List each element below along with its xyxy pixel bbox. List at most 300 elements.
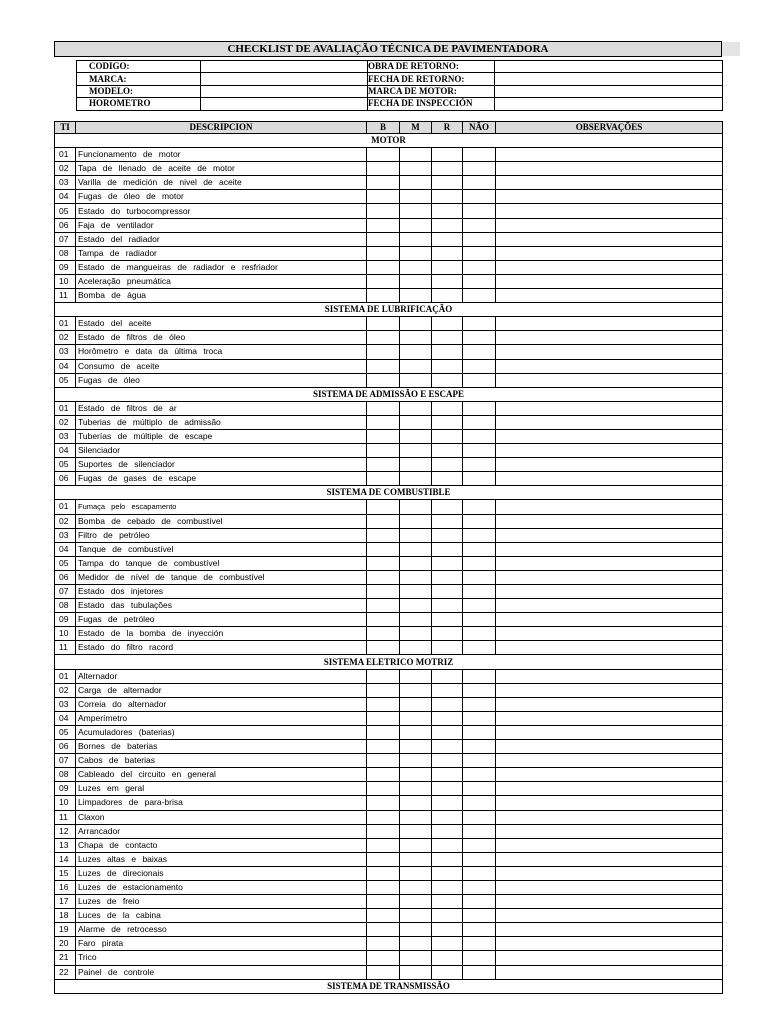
check-cell-nao[interactable]: [463, 852, 496, 866]
check-cell-m[interactable]: [400, 951, 432, 965]
check-cell-b[interactable]: [367, 190, 400, 204]
check-cell-m[interactable]: [400, 965, 432, 979]
check-cell-b[interactable]: [367, 331, 400, 345]
observations-cell[interactable]: [496, 782, 723, 796]
check-cell-m[interactable]: [400, 627, 432, 641]
observations-cell[interactable]: [496, 331, 723, 345]
check-cell-b[interactable]: [367, 415, 400, 429]
observations-cell[interactable]: [496, 669, 723, 683]
check-cell-b[interactable]: [367, 429, 400, 443]
observations-cell[interactable]: [496, 796, 723, 810]
header-left-value[interactable]: [201, 61, 368, 73]
check-cell-b[interactable]: [367, 232, 400, 246]
observations-cell[interactable]: [496, 740, 723, 754]
header-row: [77, 61, 723, 73]
observations-cell[interactable]: [496, 937, 723, 951]
check-cell-r[interactable]: [432, 528, 463, 542]
check-cell-nao[interactable]: [463, 697, 496, 711]
check-cell-nao[interactable]: [463, 669, 496, 683]
observations-cell[interactable]: [496, 711, 723, 725]
check-cell-b[interactable]: [367, 472, 400, 486]
header-left-value[interactable]: [201, 85, 368, 97]
check-cell-nao[interactable]: [463, 246, 496, 260]
observations-cell[interactable]: [496, 444, 723, 458]
check-cell-r[interactable]: [432, 923, 463, 937]
check-cell-m[interactable]: [400, 768, 432, 782]
check-cell-nao[interactable]: [463, 274, 496, 288]
check-cell-b[interactable]: [367, 824, 400, 838]
observations-cell[interactable]: [496, 218, 723, 232]
check-cell-b[interactable]: [367, 500, 400, 514]
check-cell-m[interactable]: [400, 415, 432, 429]
observations-cell[interactable]: [496, 909, 723, 923]
observations-cell[interactable]: [496, 415, 723, 429]
check-cell-nao[interactable]: [463, 190, 496, 204]
check-cell-r[interactable]: [432, 782, 463, 796]
check-cell-r[interactable]: [432, 711, 463, 725]
check-cell-r[interactable]: [432, 852, 463, 866]
item-description: Cabos de baterias: [76, 754, 367, 768]
check-cell-r[interactable]: [432, 429, 463, 443]
check-cell-r[interactable]: [432, 359, 463, 373]
check-cell-m[interactable]: [400, 895, 432, 909]
check-cell-r[interactable]: [432, 472, 463, 486]
check-cell-nao[interactable]: [463, 613, 496, 627]
check-cell-b[interactable]: [367, 218, 400, 232]
check-cell-r[interactable]: [432, 570, 463, 584]
check-cell-nao[interactable]: [463, 444, 496, 458]
check-cell-nao[interactable]: [463, 768, 496, 782]
header-left-value[interactable]: [201, 73, 368, 85]
header-left-value[interactable]: [201, 98, 368, 110]
check-cell-nao[interactable]: [463, 514, 496, 528]
check-cell-r[interactable]: [432, 260, 463, 274]
observations-cell[interactable]: [496, 895, 723, 909]
checklist-row: [55, 232, 723, 246]
check-cell-nao[interactable]: [463, 641, 496, 655]
check-cell-nao[interactable]: [463, 895, 496, 909]
check-cell-nao[interactable]: [463, 331, 496, 345]
check-cell-nao[interactable]: [463, 810, 496, 824]
check-cell-b[interactable]: [367, 711, 400, 725]
check-cell-b[interactable]: [367, 852, 400, 866]
check-cell-r[interactable]: [432, 176, 463, 190]
check-cell-nao[interactable]: [463, 429, 496, 443]
observations-cell[interactable]: [496, 838, 723, 852]
observations-cell[interactable]: [496, 162, 723, 176]
check-cell-b[interactable]: [367, 359, 400, 373]
check-cell-nao[interactable]: [463, 796, 496, 810]
check-cell-m[interactable]: [400, 838, 432, 852]
item-number: 07: [55, 232, 76, 246]
check-cell-m[interactable]: [400, 556, 432, 570]
header-right-value[interactable]: [495, 73, 723, 85]
observations-cell[interactable]: [496, 472, 723, 486]
check-cell-r[interactable]: [432, 725, 463, 739]
check-cell-b[interactable]: [367, 866, 400, 880]
item-number: 01: [55, 148, 76, 162]
check-cell-r[interactable]: [432, 556, 463, 570]
check-cell-nao[interactable]: [463, 937, 496, 951]
check-cell-r[interactable]: [432, 204, 463, 218]
check-cell-m[interactable]: [400, 246, 432, 260]
check-cell-r[interactable]: [432, 951, 463, 965]
check-cell-nao[interactable]: [463, 711, 496, 725]
check-cell-r[interactable]: [432, 500, 463, 514]
check-cell-m[interactable]: [400, 599, 432, 613]
check-cell-nao[interactable]: [463, 909, 496, 923]
check-cell-r[interactable]: [432, 880, 463, 894]
check-cell-b[interactable]: [367, 176, 400, 190]
check-cell-r[interactable]: [432, 331, 463, 345]
check-cell-nao[interactable]: [463, 965, 496, 979]
observations-cell[interactable]: [496, 570, 723, 584]
check-cell-b[interactable]: [367, 725, 400, 739]
observations-cell[interactable]: [496, 641, 723, 655]
observations-cell[interactable]: [496, 232, 723, 246]
check-cell-b[interactable]: [367, 923, 400, 937]
observations-cell[interactable]: [496, 373, 723, 387]
check-cell-nao[interactable]: [463, 556, 496, 570]
check-cell-r[interactable]: [432, 768, 463, 782]
check-cell-nao[interactable]: [463, 289, 496, 303]
check-cell-nao[interactable]: [463, 373, 496, 387]
item-number: 10: [55, 796, 76, 810]
item-number: 04: [55, 359, 76, 373]
check-cell-nao[interactable]: [463, 204, 496, 218]
check-cell-m[interactable]: [400, 204, 432, 218]
check-cell-b[interactable]: [367, 810, 400, 824]
check-cell-m[interactable]: [400, 317, 432, 331]
check-cell-r[interactable]: [432, 373, 463, 387]
observations-cell[interactable]: [496, 725, 723, 739]
check-cell-nao[interactable]: [463, 740, 496, 754]
check-cell-r[interactable]: [432, 866, 463, 880]
observations-cell[interactable]: [496, 345, 723, 359]
observations-cell[interactable]: [496, 627, 723, 641]
check-cell-b[interactable]: [367, 585, 400, 599]
check-cell-b[interactable]: [367, 444, 400, 458]
observations-cell[interactable]: [496, 697, 723, 711]
check-cell-nao[interactable]: [463, 401, 496, 415]
observations-cell[interactable]: [496, 528, 723, 542]
check-cell-m[interactable]: [400, 444, 432, 458]
check-cell-b[interactable]: [367, 458, 400, 472]
header-right-value[interactable]: [495, 85, 723, 97]
observations-cell[interactable]: [496, 246, 723, 260]
check-cell-nao[interactable]: [463, 500, 496, 514]
section-title: SISTEMA ELETRICO MOTRIZ: [55, 655, 723, 669]
check-cell-r[interactable]: [432, 585, 463, 599]
check-cell-m[interactable]: [400, 514, 432, 528]
observations-cell[interactable]: [496, 514, 723, 528]
check-cell-b[interactable]: [367, 260, 400, 274]
check-cell-m[interactable]: [400, 176, 432, 190]
check-cell-nao[interactable]: [463, 458, 496, 472]
observations-cell[interactable]: [496, 810, 723, 824]
check-cell-b[interactable]: [367, 401, 400, 415]
check-cell-b[interactable]: [367, 782, 400, 796]
check-cell-m[interactable]: [400, 345, 432, 359]
check-cell-m[interactable]: [400, 740, 432, 754]
check-cell-m[interactable]: [400, 923, 432, 937]
item-description: Estado do filtro racord: [76, 641, 367, 655]
check-cell-r[interactable]: [432, 937, 463, 951]
check-cell-r[interactable]: [432, 218, 463, 232]
check-cell-r[interactable]: [432, 895, 463, 909]
check-cell-m[interactable]: [400, 796, 432, 810]
check-cell-nao[interactable]: [463, 218, 496, 232]
check-cell-r[interactable]: [432, 542, 463, 556]
check-cell-r[interactable]: [432, 345, 463, 359]
observations-cell[interactable]: [496, 965, 723, 979]
check-cell-r[interactable]: [432, 232, 463, 246]
check-cell-nao[interactable]: [463, 725, 496, 739]
check-cell-nao[interactable]: [463, 162, 496, 176]
check-cell-b[interactable]: [367, 669, 400, 683]
check-cell-r[interactable]: [432, 965, 463, 979]
observations-cell[interactable]: [496, 852, 723, 866]
item-description: Correia do alternador: [76, 697, 367, 711]
check-cell-m[interactable]: [400, 585, 432, 599]
check-cell-nao[interactable]: [463, 866, 496, 880]
check-cell-b[interactable]: [367, 246, 400, 260]
check-cell-r[interactable]: [432, 401, 463, 415]
check-cell-nao[interactable]: [463, 782, 496, 796]
check-cell-b[interactable]: [367, 796, 400, 810]
item-description: Estado del aceite: [76, 317, 367, 331]
check-cell-r[interactable]: [432, 274, 463, 288]
check-cell-nao[interactable]: [463, 528, 496, 542]
check-cell-b[interactable]: [367, 613, 400, 627]
check-cell-r[interactable]: [432, 810, 463, 824]
observations-cell[interactable]: [496, 951, 723, 965]
check-cell-m[interactable]: [400, 725, 432, 739]
observations-cell[interactable]: [496, 260, 723, 274]
check-cell-nao[interactable]: [463, 838, 496, 852]
observations-cell[interactable]: [496, 683, 723, 697]
check-cell-m[interactable]: [400, 909, 432, 923]
check-cell-r[interactable]: [432, 669, 463, 683]
check-cell-m[interactable]: [400, 274, 432, 288]
check-cell-m[interactable]: [400, 824, 432, 838]
check-cell-m[interactable]: [400, 697, 432, 711]
check-cell-r[interactable]: [432, 599, 463, 613]
check-cell-m[interactable]: [400, 613, 432, 627]
observations-cell[interactable]: [496, 176, 723, 190]
item-number: 22: [55, 965, 76, 979]
observations-cell[interactable]: [496, 923, 723, 937]
check-cell-nao[interactable]: [463, 627, 496, 641]
item-description: Estado del radiador: [76, 232, 367, 246]
check-cell-m[interactable]: [400, 711, 432, 725]
check-cell-nao[interactable]: [463, 176, 496, 190]
check-cell-r[interactable]: [432, 190, 463, 204]
check-cell-m[interactable]: [400, 429, 432, 443]
check-cell-r[interactable]: [432, 148, 463, 162]
check-cell-nao[interactable]: [463, 260, 496, 274]
check-cell-b[interactable]: [367, 542, 400, 556]
check-cell-nao[interactable]: [463, 683, 496, 697]
check-cell-r[interactable]: [432, 627, 463, 641]
observations-cell[interactable]: [496, 542, 723, 556]
check-cell-b[interactable]: [367, 556, 400, 570]
check-cell-b[interactable]: [367, 965, 400, 979]
check-cell-m[interactable]: [400, 401, 432, 415]
col-nao-header: NÃO: [463, 122, 496, 134]
header-right-value[interactable]: [495, 98, 723, 110]
check-cell-r[interactable]: [432, 162, 463, 176]
check-cell-r[interactable]: [432, 415, 463, 429]
check-cell-m[interactable]: [400, 289, 432, 303]
check-cell-b[interactable]: [367, 754, 400, 768]
check-cell-b[interactable]: [367, 909, 400, 923]
check-cell-m[interactable]: [400, 458, 432, 472]
check-cell-b[interactable]: [367, 627, 400, 641]
observations-cell[interactable]: [496, 429, 723, 443]
check-cell-m[interactable]: [400, 148, 432, 162]
observations-cell[interactable]: [496, 274, 723, 288]
check-cell-r[interactable]: [432, 514, 463, 528]
check-cell-b[interactable]: [367, 204, 400, 218]
check-cell-m[interactable]: [400, 162, 432, 176]
check-cell-nao[interactable]: [463, 542, 496, 556]
check-cell-nao[interactable]: [463, 359, 496, 373]
observations-cell[interactable]: [496, 754, 723, 768]
check-cell-b[interactable]: [367, 951, 400, 965]
check-cell-m[interactable]: [400, 782, 432, 796]
observations-cell[interactable]: [496, 613, 723, 627]
check-cell-m[interactable]: [400, 570, 432, 584]
check-cell-r[interactable]: [432, 444, 463, 458]
check-cell-b[interactable]: [367, 317, 400, 331]
check-cell-r[interactable]: [432, 838, 463, 852]
observations-cell[interactable]: [496, 148, 723, 162]
item-description: Tampa de radiador: [76, 246, 367, 260]
check-cell-b[interactable]: [367, 514, 400, 528]
check-cell-m[interactable]: [400, 683, 432, 697]
check-cell-m[interactable]: [400, 190, 432, 204]
check-cell-m[interactable]: [400, 260, 432, 274]
check-cell-b[interactable]: [367, 162, 400, 176]
check-cell-b[interactable]: [367, 895, 400, 909]
check-cell-r[interactable]: [432, 909, 463, 923]
check-cell-b[interactable]: [367, 373, 400, 387]
check-cell-b[interactable]: [367, 768, 400, 782]
observations-cell[interactable]: [496, 585, 723, 599]
check-cell-r[interactable]: [432, 697, 463, 711]
check-cell-nao[interactable]: [463, 824, 496, 838]
check-cell-nao[interactable]: [463, 880, 496, 894]
check-cell-m[interactable]: [400, 373, 432, 387]
check-cell-m[interactable]: [400, 232, 432, 246]
observations-cell[interactable]: [496, 458, 723, 472]
observations-cell[interactable]: [496, 866, 723, 880]
check-cell-b[interactable]: [367, 289, 400, 303]
observations-cell[interactable]: [496, 359, 723, 373]
observations-cell[interactable]: [496, 599, 723, 613]
check-cell-b[interactable]: [367, 683, 400, 697]
item-description: Chapa de contacto: [76, 838, 367, 852]
check-cell-nao[interactable]: [463, 599, 496, 613]
observations-cell[interactable]: [496, 824, 723, 838]
check-cell-nao[interactable]: [463, 415, 496, 429]
check-cell-nao[interactable]: [463, 148, 496, 162]
check-cell-m[interactable]: [400, 937, 432, 951]
check-cell-nao[interactable]: [463, 585, 496, 599]
observations-cell[interactable]: [496, 317, 723, 331]
check-cell-b[interactable]: [367, 838, 400, 852]
check-cell-m[interactable]: [400, 528, 432, 542]
check-cell-nao[interactable]: [463, 754, 496, 768]
check-cell-r[interactable]: [432, 641, 463, 655]
check-cell-b[interactable]: [367, 880, 400, 894]
check-cell-m[interactable]: [400, 641, 432, 655]
check-cell-r[interactable]: [432, 613, 463, 627]
check-cell-b[interactable]: [367, 599, 400, 613]
check-cell-nao[interactable]: [463, 472, 496, 486]
check-cell-m[interactable]: [400, 472, 432, 486]
check-cell-b[interactable]: [367, 697, 400, 711]
check-cell-b[interactable]: [367, 740, 400, 754]
observations-cell[interactable]: [496, 289, 723, 303]
observations-cell[interactable]: [496, 500, 723, 514]
check-cell-b[interactable]: [367, 274, 400, 288]
check-cell-m[interactable]: [400, 359, 432, 373]
check-cell-nao[interactable]: [463, 317, 496, 331]
check-cell-r[interactable]: [432, 317, 463, 331]
check-cell-r[interactable]: [432, 740, 463, 754]
check-cell-m[interactable]: [400, 218, 432, 232]
observations-cell[interactable]: [496, 880, 723, 894]
check-cell-m[interactable]: [400, 866, 432, 880]
check-cell-r[interactable]: [432, 754, 463, 768]
check-cell-m[interactable]: [400, 542, 432, 556]
observations-cell[interactable]: [496, 401, 723, 415]
check-cell-b[interactable]: [367, 937, 400, 951]
check-cell-b[interactable]: [367, 641, 400, 655]
check-cell-nao[interactable]: [463, 923, 496, 937]
check-cell-m[interactable]: [400, 810, 432, 824]
check-cell-r[interactable]: [432, 458, 463, 472]
observations-cell[interactable]: [496, 768, 723, 782]
observations-cell[interactable]: [496, 204, 723, 218]
check-cell-r[interactable]: [432, 246, 463, 260]
observations-cell[interactable]: [496, 190, 723, 204]
check-cell-nao[interactable]: [463, 232, 496, 246]
check-cell-m[interactable]: [400, 852, 432, 866]
check-cell-m[interactable]: [400, 500, 432, 514]
check-cell-r[interactable]: [432, 824, 463, 838]
check-cell-nao[interactable]: [463, 345, 496, 359]
check-cell-m[interactable]: [400, 754, 432, 768]
check-cell-b[interactable]: [367, 570, 400, 584]
check-cell-m[interactable]: [400, 880, 432, 894]
item-description: Faro pirata: [76, 937, 367, 951]
check-cell-nao[interactable]: [463, 951, 496, 965]
check-cell-nao[interactable]: [463, 570, 496, 584]
check-cell-r[interactable]: [432, 796, 463, 810]
check-cell-b[interactable]: [367, 345, 400, 359]
header-right-value[interactable]: [495, 61, 723, 73]
check-cell-b[interactable]: [367, 528, 400, 542]
check-cell-m[interactable]: [400, 331, 432, 345]
check-cell-r[interactable]: [432, 683, 463, 697]
check-cell-r[interactable]: [432, 289, 463, 303]
check-cell-b[interactable]: [367, 148, 400, 162]
observations-cell[interactable]: [496, 556, 723, 570]
check-cell-m[interactable]: [400, 669, 432, 683]
